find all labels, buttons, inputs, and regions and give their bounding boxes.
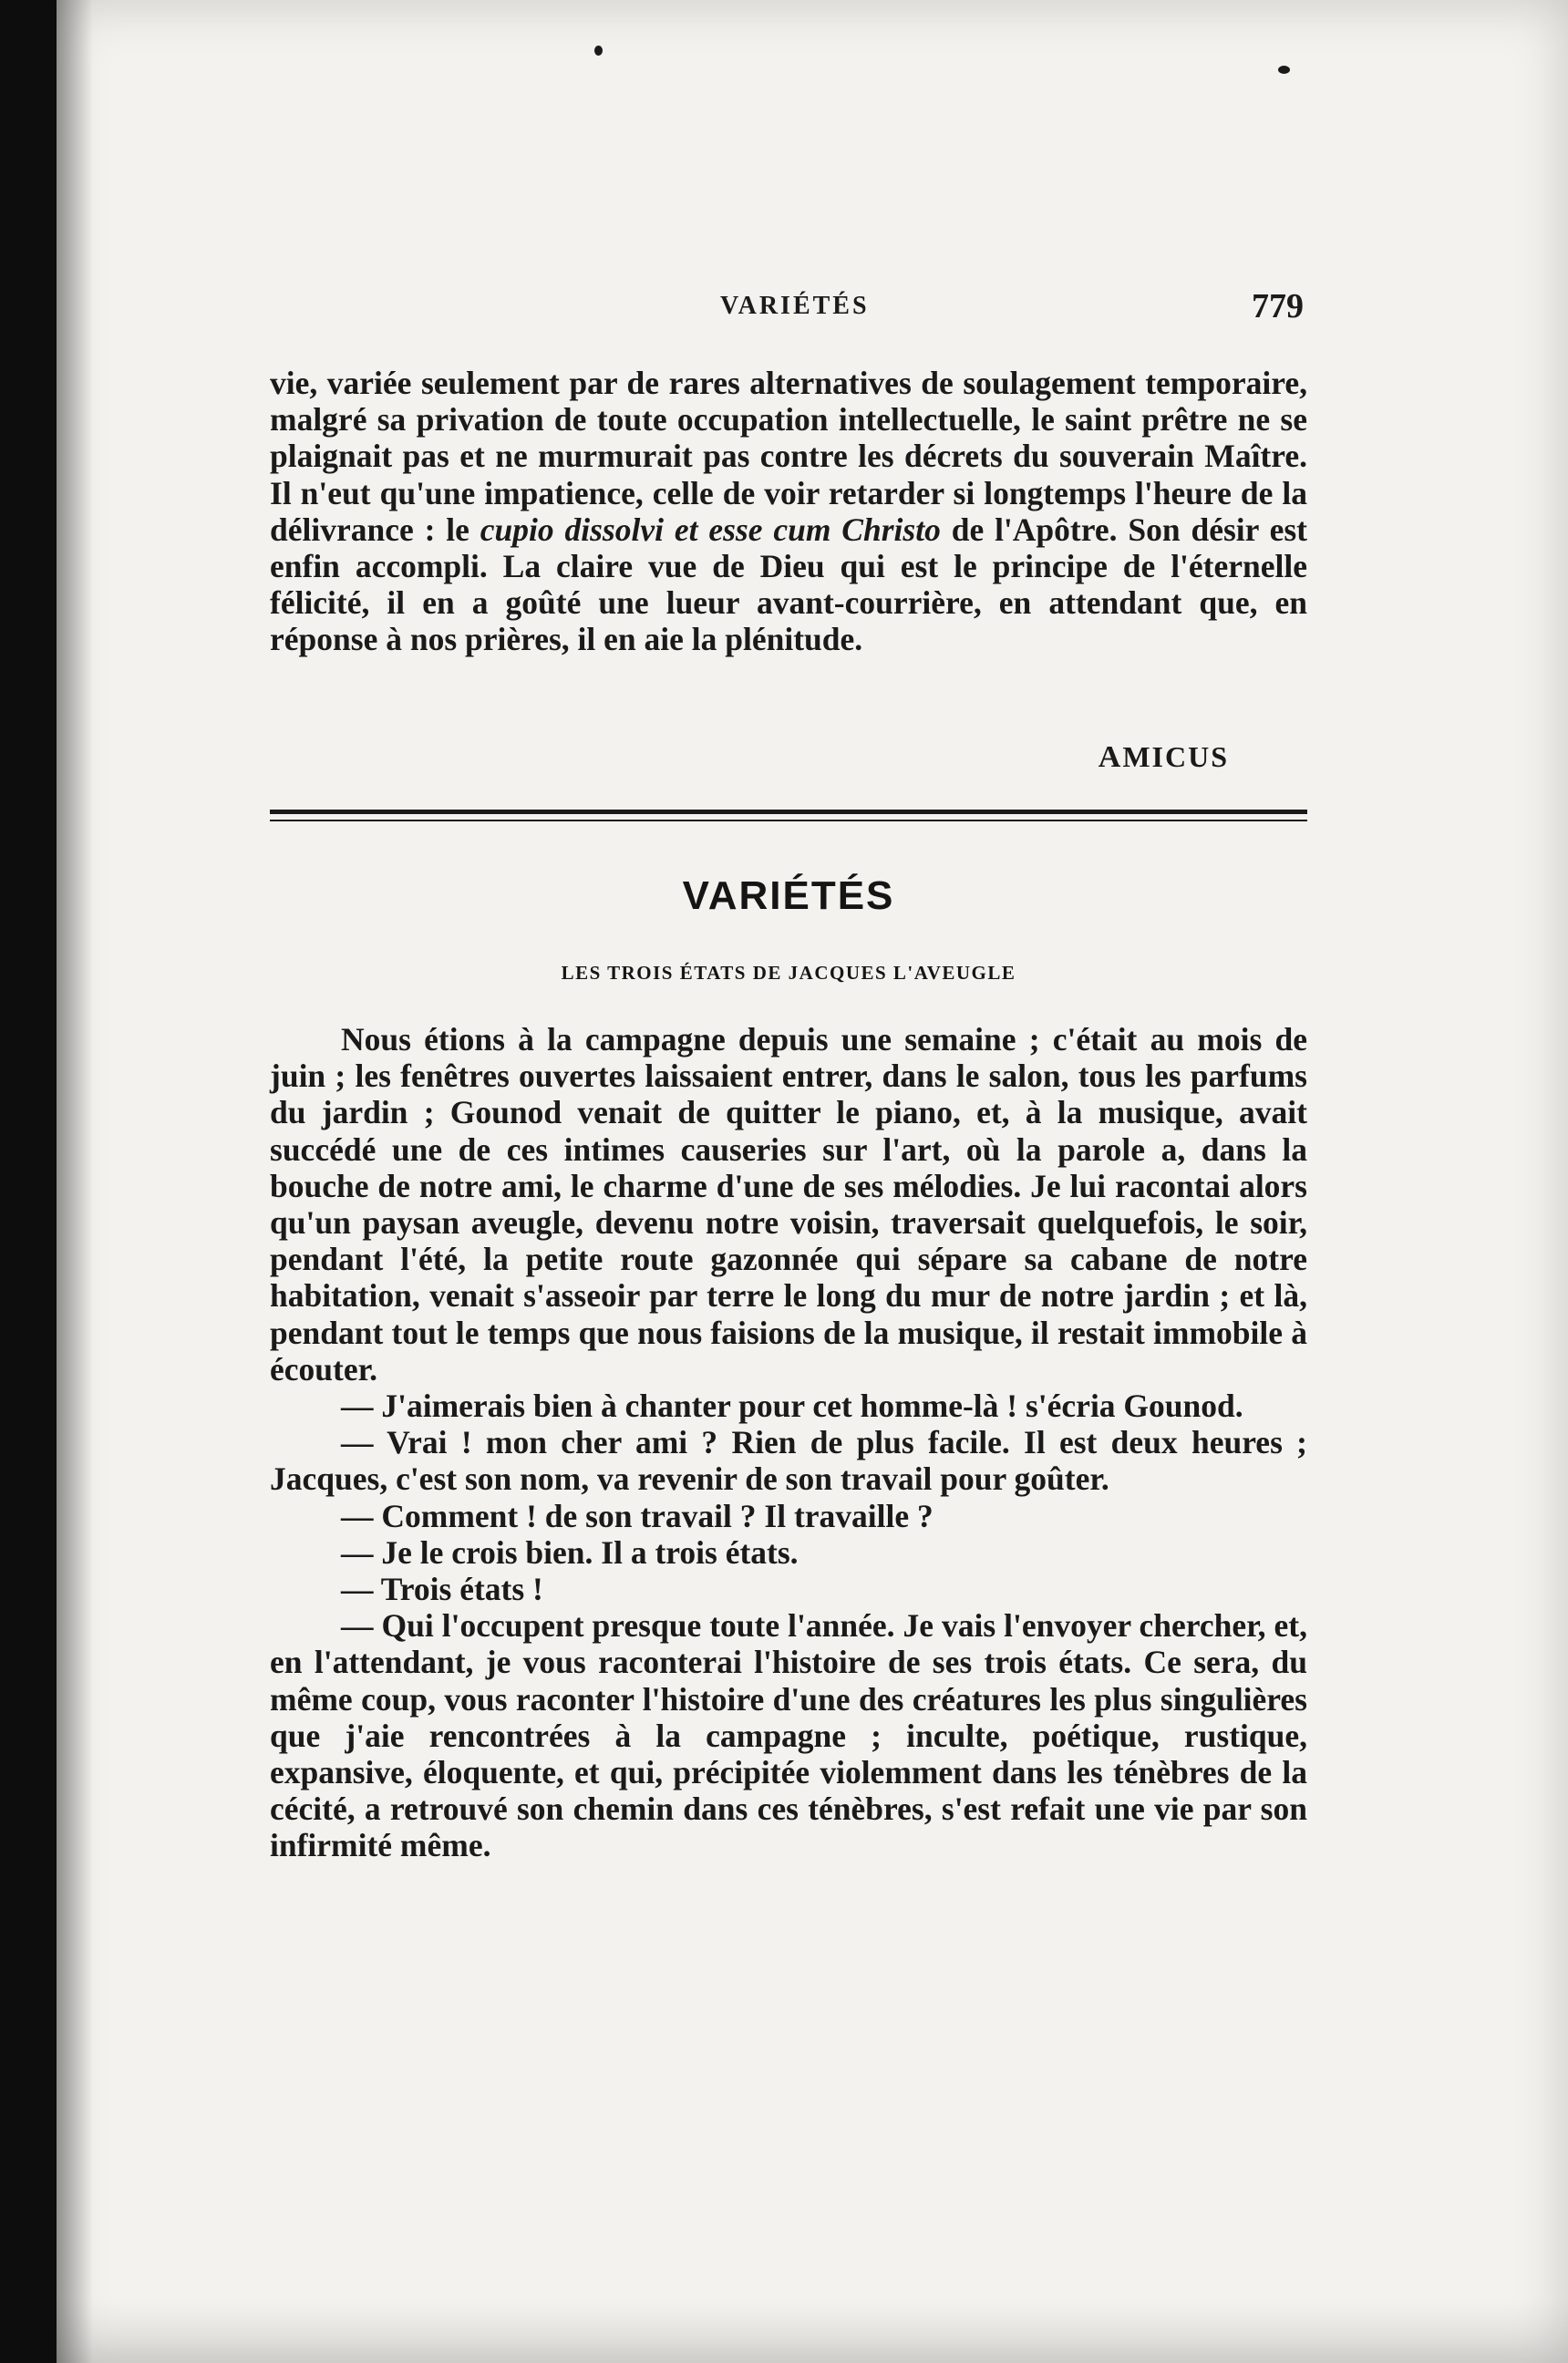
previous-article-paragraph	[270, 365, 1307, 658]
signature-initial: A	[1098, 740, 1123, 774]
page-bottom-shade	[57, 2297, 1568, 2363]
running-head-title: VARIÉTÉS	[720, 292, 870, 320]
separator-rule-thick	[270, 810, 1307, 814]
article-paragraph: — Comment ! de son travail ? Il travaille ?	[341, 1497, 934, 1534]
article-title: LES TROIS ÉTATS DE JACQUES L'AVEUGLE	[561, 962, 1016, 984]
ink-speck	[594, 46, 603, 56]
page-gutter-shadow	[57, 0, 93, 2363]
article-paragraph: — Je le crois bien. Il a trois états.	[341, 1533, 799, 1571]
signature	[1099, 740, 1229, 775]
section-title: VARIÉTÉS	[682, 873, 895, 918]
article-paragraph: — Qui l'occupent presque toute l'année. Je vais l'envoyer chercher, et, en l'attendant, je vous raconterai l'histoire de ses trois états. Ce sera, du même coup, vous raconter l'histoire d'une des créatures les plus singulières que j'aie rencontrées à la campagne ; inculte, poétique, rustique, expansive, éloquente, et qui, précipitée violemment dans les ténèbres de la cécité, a retrouvé son chemin dans ces ténèbres, s'est refait une vie par son infirmité même.	[270, 1607, 1307, 1864]
article-body	[270, 1021, 1307, 1864]
article-paragraph: — Vrai ! mon cher ami ? Rien de plus facile. Il est deux heures ; Jacques, c'est son nom, va revenir de son travail pour goûter.	[270, 1424, 1307, 1498]
paragraph-text: de l'Apôtre. Son désir est enfin accompli. La claire vue de Dieu qui est le principe de l'éternelle félicité, il en a goûté une lueur avant-courrière, en attendant que, en réponse à nos prières, il en aie la plénitude.	[270, 511, 1308, 658]
article-paragraph: — J'aimerais bien à chanter pour cet homme-là ! s'écria Gounod.	[341, 1388, 1243, 1425]
previous-article-text	[270, 365, 1307, 658]
page-number: 779	[1252, 287, 1304, 325]
latin-quote: cupio dissolvi et esse cum Christo	[480, 511, 941, 548]
paragraph-text: vie, variée seulement par de rares alternatives de soulagement temporaire, malgré sa privation de toute occupation intellectuelle, le saint prêtre ne se plaignait pas et ne murmurait pas contre les décrets du souverain Maître. Il n'eut qu'une impatience, celle de voir retarder si longtemps l'heure de la délivrance : le	[270, 365, 1307, 548]
article-paragraph: — Trois états !	[341, 1571, 543, 1608]
article-paragraph: Nous étions à la campagne depuis une semaine ; c'était au mois de juin ; les fenêtres ouvertes laissaient entrer, dans le salon, tous les parfums du jardin ; Gounod venait de quitter le piano, et, à la musique, avait succédé une de ces intimes causeries sur l'art, où la parole a, dans la bouche de notre ami, le charme d'une de ses mélodies. Je lui racontai alors qu'un paysan aveugle, devenu notre voisin, traversait quelquefois, le soir, pendant l'été, la petite route gazonnée qui sépare sa cabane de notre habitation, venait s'asseoir par terre le long du mur de notre jardin ; et là, pendant tout le temps que nous faisions de la musique, il restait immobile à écouter.	[270, 1021, 1307, 1388]
ink-speck	[1278, 66, 1290, 74]
separator-rule-thin	[270, 820, 1307, 821]
signature-rest: MICUS	[1122, 740, 1229, 773]
